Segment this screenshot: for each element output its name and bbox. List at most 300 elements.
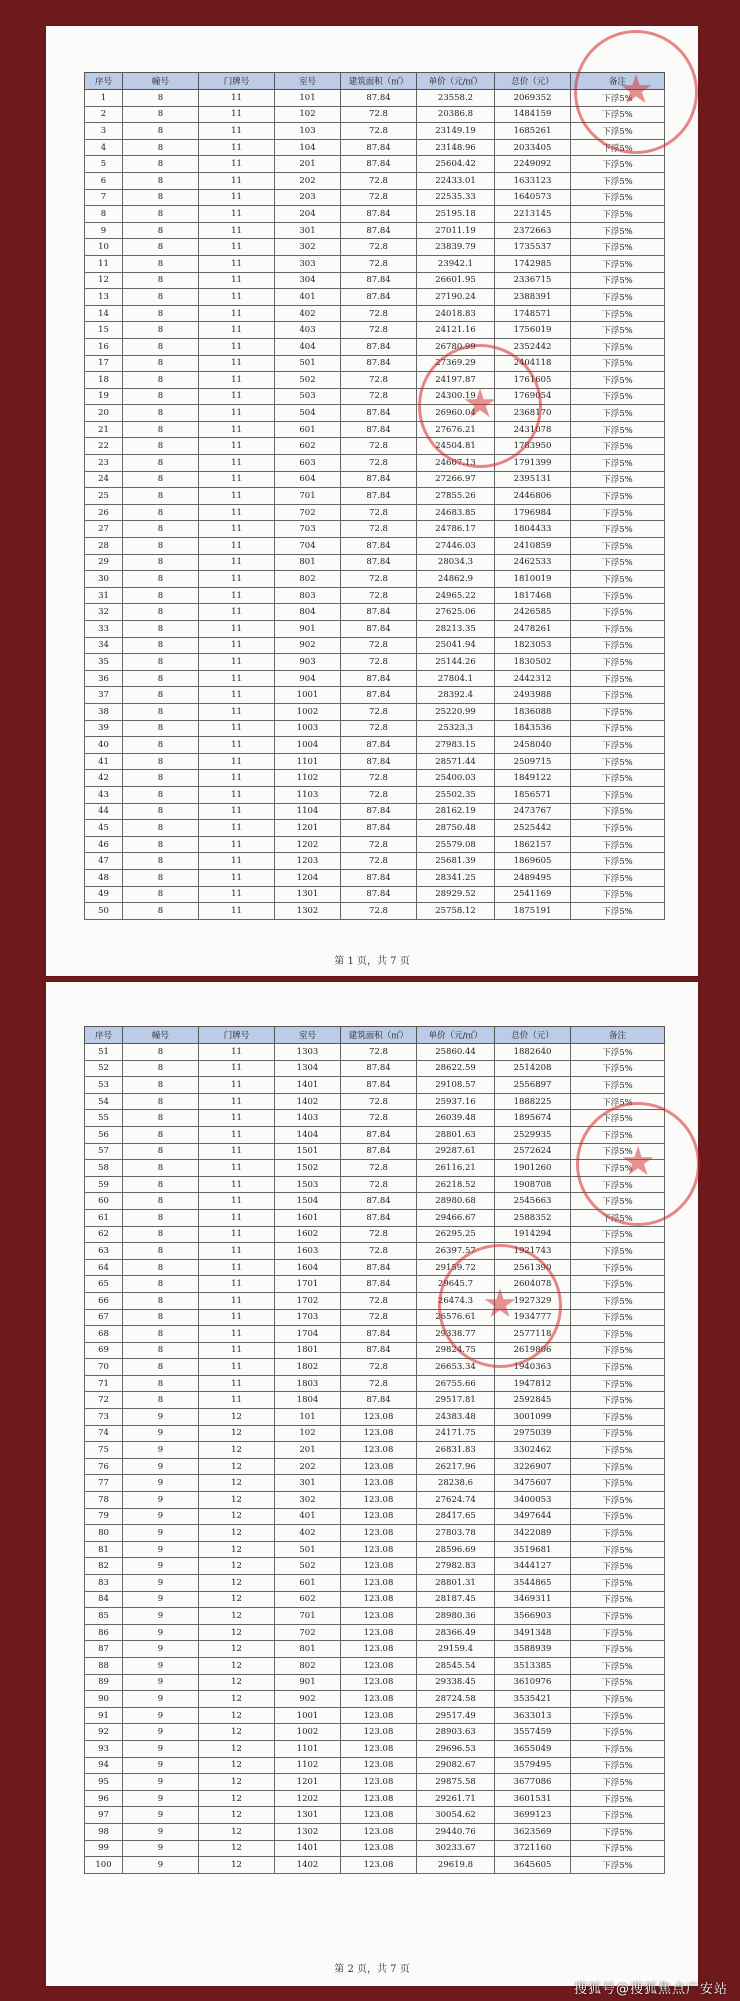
- table-cell: 502: [275, 372, 341, 389]
- table-cell: 87.84: [341, 869, 417, 886]
- table-cell: 87.84: [341, 604, 417, 621]
- table-cell: 87.84: [341, 488, 417, 505]
- table-cell: 87.84: [341, 803, 417, 820]
- table-row: [85, 1409, 665, 1426]
- table-cell: 72.8: [341, 1243, 417, 1260]
- table-cell: 203: [275, 189, 341, 206]
- table-cell: 25144.26: [417, 654, 495, 671]
- table-cell: 1735537: [495, 239, 571, 256]
- table-row: [85, 1425, 665, 1442]
- table-cell: 26960.04: [417, 405, 495, 422]
- table-cell: 87.84: [341, 405, 417, 422]
- table-row: [85, 1475, 665, 1492]
- table-cell: 3497644: [495, 1508, 571, 1525]
- table-cell: 102: [275, 106, 341, 123]
- table-cell: 28162.19: [417, 803, 495, 820]
- table-cell: 1756019: [495, 322, 571, 339]
- table-cell: 26474.3: [417, 1292, 495, 1309]
- table-cell: 1604: [275, 1259, 341, 1276]
- table-cell: 72.8: [341, 1093, 417, 1110]
- table-cell: 11: [199, 1259, 275, 1276]
- table-row: [85, 770, 665, 787]
- table-cell: 4: [85, 139, 123, 156]
- table-cell: 下浮5%: [571, 189, 665, 206]
- table-cell: 9: [123, 1608, 199, 1625]
- table-cell: 43: [85, 786, 123, 803]
- table-cell: 1402: [275, 1857, 341, 1874]
- table-cell: 1914294: [495, 1226, 571, 1243]
- table-row: [85, 1641, 665, 1658]
- table-cell: 20386.8: [417, 106, 495, 123]
- table-row: [85, 1193, 665, 1210]
- table-cell: 87.84: [341, 1077, 417, 1094]
- table-cell: 30233.67: [417, 1840, 495, 1857]
- table-cell: 8: [123, 770, 199, 787]
- table-cell: 12: [199, 1591, 275, 1608]
- table-cell: 11: [199, 1292, 275, 1309]
- table-cell: 90: [85, 1691, 123, 1708]
- table-cell: 下浮5%: [571, 670, 665, 687]
- table-cell: 1742985: [495, 255, 571, 272]
- table-cell: 8: [123, 272, 199, 289]
- price-table-page-1: [84, 72, 665, 920]
- table-cell: 9: [123, 1840, 199, 1857]
- table-cell: 72.8: [341, 903, 417, 920]
- table-cell: 23942.1: [417, 255, 495, 272]
- table-cell: 9: [123, 1558, 199, 1575]
- table-cell: 87.84: [341, 1209, 417, 1226]
- table-cell: 2431078: [495, 421, 571, 438]
- table-cell: 12: [199, 1558, 275, 1575]
- table-cell: 12: [199, 1691, 275, 1708]
- table-cell: 3400053: [495, 1492, 571, 1509]
- table-cell: 72.8: [341, 239, 417, 256]
- table-cell: 2473767: [495, 803, 571, 820]
- table-cell: 11: [199, 1359, 275, 1376]
- table-cell: 72.8: [341, 504, 417, 521]
- table-cell: 下浮5%: [571, 1857, 665, 1874]
- table-cell: 下浮5%: [571, 903, 665, 920]
- table-cell: 72.8: [341, 455, 417, 472]
- table-cell: 1701: [275, 1276, 341, 1293]
- table-cell: 15: [85, 322, 123, 339]
- table-cell: 2489495: [495, 869, 571, 886]
- table-cell: 11: [199, 869, 275, 886]
- table-cell: 1101: [275, 753, 341, 770]
- table-cell: 3566903: [495, 1608, 571, 1625]
- table-cell: 下浮5%: [571, 1143, 665, 1160]
- table-row: [85, 405, 665, 422]
- table-cell: 8: [123, 554, 199, 571]
- table-row: [85, 372, 665, 389]
- table-cell: 8: [123, 670, 199, 687]
- table-cell: 47: [85, 853, 123, 870]
- table-cell: 26217.96: [417, 1458, 495, 1475]
- table-cell: 601: [275, 421, 341, 438]
- table-cell: 2541169: [495, 886, 571, 903]
- table-cell: 下浮5%: [571, 521, 665, 538]
- table-cell: 103: [275, 123, 341, 140]
- table-cell: 87.84: [341, 206, 417, 223]
- table-cell: 72.8: [341, 255, 417, 272]
- price-table-page-2: [84, 1026, 665, 1874]
- table-cell: 29108.57: [417, 1077, 495, 1094]
- table-cell: 下浮5%: [571, 820, 665, 837]
- table-cell: 2478261: [495, 621, 571, 638]
- table-cell: 1869605: [495, 853, 571, 870]
- table-cell: 下浮5%: [571, 604, 665, 621]
- table-cell: 24300.19: [417, 388, 495, 405]
- table-cell: 11: [199, 338, 275, 355]
- table-cell: 72.8: [341, 654, 417, 671]
- table-cell: 11: [199, 836, 275, 853]
- table-cell: 3579495: [495, 1757, 571, 1774]
- table-row: [85, 123, 665, 140]
- table-row: [85, 1160, 665, 1177]
- table-cell: 87.84: [341, 156, 417, 173]
- table-cell: 8: [123, 703, 199, 720]
- table-cell: 下浮5%: [571, 538, 665, 555]
- table-cell: 3699123: [495, 1807, 571, 1824]
- table-cell: 82: [85, 1558, 123, 1575]
- table-cell: 9: [123, 1707, 199, 1724]
- table-cell: 8: [123, 172, 199, 189]
- table-cell: 1882640: [495, 1044, 571, 1061]
- table-row: [85, 587, 665, 604]
- table-cell: 100: [85, 1857, 123, 1874]
- table-cell: 87.84: [341, 1326, 417, 1343]
- table-cell: 下浮5%: [571, 1093, 665, 1110]
- table-row: [85, 621, 665, 638]
- column-header: 门牌号: [199, 1027, 275, 1044]
- table-cell: 12: [199, 1724, 275, 1741]
- table-cell: 9: [123, 1823, 199, 1840]
- table-cell: 123.08: [341, 1591, 417, 1608]
- table-cell: 123.08: [341, 1541, 417, 1558]
- table-cell: 1921743: [495, 1243, 571, 1260]
- table-cell: 8: [123, 1243, 199, 1260]
- table-cell: 72.8: [341, 521, 417, 538]
- table-cell: 下浮5%: [571, 156, 665, 173]
- table-cell: 51: [85, 1044, 123, 1061]
- table-cell: 87.84: [341, 1392, 417, 1409]
- table-cell: 8: [123, 305, 199, 322]
- column-header: 建筑面积（㎡）: [341, 1027, 417, 1044]
- table-cell: 下浮5%: [571, 1292, 665, 1309]
- table-cell: 下浮5%: [571, 803, 665, 820]
- table-row: [85, 869, 665, 886]
- table-cell: 29619.8: [417, 1857, 495, 1874]
- table-cell: 11: [199, 1375, 275, 1392]
- table-cell: 123.08: [341, 1823, 417, 1840]
- table-cell: 12: [199, 1857, 275, 1874]
- table-cell: 28571.44: [417, 753, 495, 770]
- table-cell: 25220.99: [417, 703, 495, 720]
- table-cell: 72.8: [341, 1292, 417, 1309]
- table-cell: 602: [275, 438, 341, 455]
- table-cell: 下浮5%: [571, 621, 665, 638]
- table-cell: 25195.18: [417, 206, 495, 223]
- table-cell: 下浮5%: [571, 687, 665, 704]
- table-cell: 61: [85, 1209, 123, 1226]
- table-cell: 1202: [275, 836, 341, 853]
- table-cell: 8: [123, 405, 199, 422]
- table-row: [85, 720, 665, 737]
- table-cell: 24121.16: [417, 322, 495, 339]
- table-cell: 下浮5%: [571, 289, 665, 306]
- table-cell: 3721160: [495, 1840, 571, 1857]
- table-cell: 27983.15: [417, 737, 495, 754]
- column-header: 幢号: [123, 73, 199, 90]
- table-cell: 1934777: [495, 1309, 571, 1326]
- table-cell: 下浮5%: [571, 1458, 665, 1475]
- table-cell: 8: [123, 737, 199, 754]
- table-cell: 72.8: [341, 388, 417, 405]
- table-cell: 1203: [275, 853, 341, 870]
- table-cell: 下浮5%: [571, 753, 665, 770]
- table-cell: 701: [275, 1608, 341, 1625]
- table-row: [85, 1740, 665, 1757]
- table-cell: 62: [85, 1226, 123, 1243]
- table-cell: 92: [85, 1724, 123, 1741]
- table-cell: 3513385: [495, 1657, 571, 1674]
- table-cell: 87: [85, 1641, 123, 1658]
- table-cell: 2545663: [495, 1193, 571, 1210]
- column-header: 总价（元）: [495, 1027, 571, 1044]
- table-cell: 下浮5%: [571, 869, 665, 886]
- table-cell: 11: [199, 853, 275, 870]
- table-cell: 下浮5%: [571, 372, 665, 389]
- table-cell: 72.8: [341, 372, 417, 389]
- table-cell: 29261.71: [417, 1790, 495, 1807]
- table-cell: 下浮5%: [571, 571, 665, 588]
- table-cell: 2458040: [495, 737, 571, 754]
- table-cell: 70: [85, 1359, 123, 1376]
- table-cell: 802: [275, 571, 341, 588]
- table-cell: 8: [123, 720, 199, 737]
- table-cell: 87.84: [341, 621, 417, 638]
- table-cell: 87.84: [341, 1276, 417, 1293]
- table-cell: 8: [123, 604, 199, 621]
- table-cell: 下浮5%: [571, 1724, 665, 1741]
- table-cell: 11: [199, 123, 275, 140]
- table-cell: 27624.74: [417, 1492, 495, 1509]
- table-cell: 12: [199, 1674, 275, 1691]
- table-cell: 23558.2: [417, 90, 495, 107]
- table-cell: 25502.35: [417, 786, 495, 803]
- table-cell: 11: [199, 1309, 275, 1326]
- table-cell: 27446.03: [417, 538, 495, 555]
- table-cell: 123.08: [341, 1790, 417, 1807]
- table-cell: 11: [199, 488, 275, 505]
- table-cell: 75: [85, 1442, 123, 1459]
- table-cell: 1001: [275, 687, 341, 704]
- table-row: [85, 786, 665, 803]
- table-cell: 11: [199, 438, 275, 455]
- table-row: [85, 1060, 665, 1077]
- table-cell: 12: [199, 1823, 275, 1840]
- table-cell: 下浮5%: [571, 1641, 665, 1658]
- table-cell: 12: [199, 1757, 275, 1774]
- table-row: [85, 1243, 665, 1260]
- table-cell: 10: [85, 239, 123, 256]
- table-cell: 80: [85, 1525, 123, 1542]
- column-header: 建筑面积（㎡）: [341, 73, 417, 90]
- table-header-row: [85, 1027, 665, 1044]
- table-row: [85, 853, 665, 870]
- table-row: [85, 222, 665, 239]
- table-cell: 94: [85, 1757, 123, 1774]
- table-cell: 27011.19: [417, 222, 495, 239]
- table-cell: 11: [199, 886, 275, 903]
- table-cell: 8: [123, 1259, 199, 1276]
- table-cell: 24786.17: [417, 521, 495, 538]
- table-row: [85, 388, 665, 405]
- table-cell: 72.8: [341, 1309, 417, 1326]
- table-cell: 1817468: [495, 587, 571, 604]
- table-cell: 下浮5%: [571, 737, 665, 754]
- table-cell: 11: [199, 654, 275, 671]
- table-row: [85, 1823, 665, 1840]
- table-cell: 87.84: [341, 753, 417, 770]
- table-cell: 87.84: [341, 90, 417, 107]
- table-cell: 11: [199, 289, 275, 306]
- table-cell: 123.08: [341, 1757, 417, 1774]
- table-cell: 3491348: [495, 1624, 571, 1641]
- table-row: [85, 521, 665, 538]
- table-cell: 11: [199, 405, 275, 422]
- table-cell: 84: [85, 1591, 123, 1608]
- table-row: [85, 1259, 665, 1276]
- table-cell: 101: [275, 90, 341, 107]
- table-cell: 11: [199, 222, 275, 239]
- table-cell: 902: [275, 637, 341, 654]
- table-cell: 303: [275, 255, 341, 272]
- table-cell: 11: [199, 1193, 275, 1210]
- table-cell: 503: [275, 388, 341, 405]
- table-cell: 1823053: [495, 637, 571, 654]
- table-cell: 下浮5%: [571, 1541, 665, 1558]
- table-cell: 下浮5%: [571, 1442, 665, 1459]
- table-cell: 1748571: [495, 305, 571, 322]
- table-cell: 下浮5%: [571, 1425, 665, 1442]
- table-cell: 2033405: [495, 139, 571, 156]
- table-cell: 8: [123, 654, 199, 671]
- table-cell: 8: [123, 836, 199, 853]
- table-cell: 302: [275, 239, 341, 256]
- table-cell: 1101: [275, 1740, 341, 1757]
- table-cell: 204: [275, 206, 341, 223]
- table-cell: 下浮5%: [571, 1392, 665, 1409]
- table-cell: 56: [85, 1126, 123, 1143]
- table-cell: 20: [85, 405, 123, 422]
- table-row: [85, 1326, 665, 1343]
- table-cell: 504: [275, 405, 341, 422]
- table-cell: 8: [123, 471, 199, 488]
- table-cell: 下浮5%: [571, 786, 665, 803]
- table-cell: 74: [85, 1425, 123, 1442]
- table-cell: 123.08: [341, 1774, 417, 1791]
- column-header: 序号: [85, 73, 123, 90]
- table-cell: 72.8: [341, 1359, 417, 1376]
- table-cell: 25860.44: [417, 1044, 495, 1061]
- table-cell: 11: [199, 322, 275, 339]
- table-cell: 401: [275, 289, 341, 306]
- table-row: [85, 1342, 665, 1359]
- table-cell: 18: [85, 372, 123, 389]
- table-row: [85, 139, 665, 156]
- table-cell: 27625.06: [417, 604, 495, 621]
- table-cell: 404: [275, 338, 341, 355]
- table-cell: 24607.13: [417, 455, 495, 472]
- table-cell: 1102: [275, 1757, 341, 1774]
- table-cell: 下浮5%: [571, 106, 665, 123]
- table-cell: 12: [199, 1541, 275, 1558]
- table-cell: 1304: [275, 1060, 341, 1077]
- table-cell: 2372663: [495, 222, 571, 239]
- table-cell: 下浮5%: [571, 488, 665, 505]
- table-cell: 1103: [275, 786, 341, 803]
- table-cell: 31: [85, 587, 123, 604]
- table-row: [85, 1691, 665, 1708]
- table-cell: 87.84: [341, 139, 417, 156]
- table-cell: 下浮5%: [571, 1807, 665, 1824]
- table-cell: 1104: [275, 803, 341, 820]
- table-cell: 45: [85, 820, 123, 837]
- table-cell: 54: [85, 1093, 123, 1110]
- table-cell: 2592845: [495, 1392, 571, 1409]
- table-cell: 401: [275, 1508, 341, 1525]
- table-cell: 5: [85, 156, 123, 173]
- table-cell: 26397.57: [417, 1243, 495, 1260]
- table-cell: 28341.25: [417, 869, 495, 886]
- table-cell: 28980.36: [417, 1608, 495, 1625]
- table-cell: 下浮5%: [571, 123, 665, 140]
- table-cell: 25041.94: [417, 637, 495, 654]
- table-cell: 2572624: [495, 1143, 571, 1160]
- table-cell: 37: [85, 687, 123, 704]
- table-cell: 9: [123, 1409, 199, 1426]
- table-cell: 下浮5%: [571, 1375, 665, 1392]
- table-cell: 11: [199, 206, 275, 223]
- table-cell: 50: [85, 903, 123, 920]
- table-cell: 301: [275, 222, 341, 239]
- table-cell: 下浮5%: [571, 239, 665, 256]
- column-header: 单价（元/㎡）: [417, 1027, 495, 1044]
- table-cell: 29338.45: [417, 1674, 495, 1691]
- table-cell: 69: [85, 1342, 123, 1359]
- table-cell: 1303: [275, 1044, 341, 1061]
- table-cell: 29159.72: [417, 1259, 495, 1276]
- table-cell: 8: [123, 1309, 199, 1326]
- table-row: [85, 1591, 665, 1608]
- table-cell: 81: [85, 1541, 123, 1558]
- table-cell: 24: [85, 471, 123, 488]
- table-cell: 2604078: [495, 1276, 571, 1293]
- table-cell: 下浮5%: [571, 455, 665, 472]
- table-cell: 72.8: [341, 637, 417, 654]
- table-cell: 8: [123, 1276, 199, 1293]
- table-row: [85, 1093, 665, 1110]
- table-cell: 71: [85, 1375, 123, 1392]
- table-cell: 11: [199, 554, 275, 571]
- table-cell: 8: [123, 421, 199, 438]
- table-cell: 1888225: [495, 1093, 571, 1110]
- table-cell: 12: [199, 1525, 275, 1542]
- table-row: [85, 820, 665, 837]
- table-cell: 702: [275, 504, 341, 521]
- table-cell: 11: [199, 106, 275, 123]
